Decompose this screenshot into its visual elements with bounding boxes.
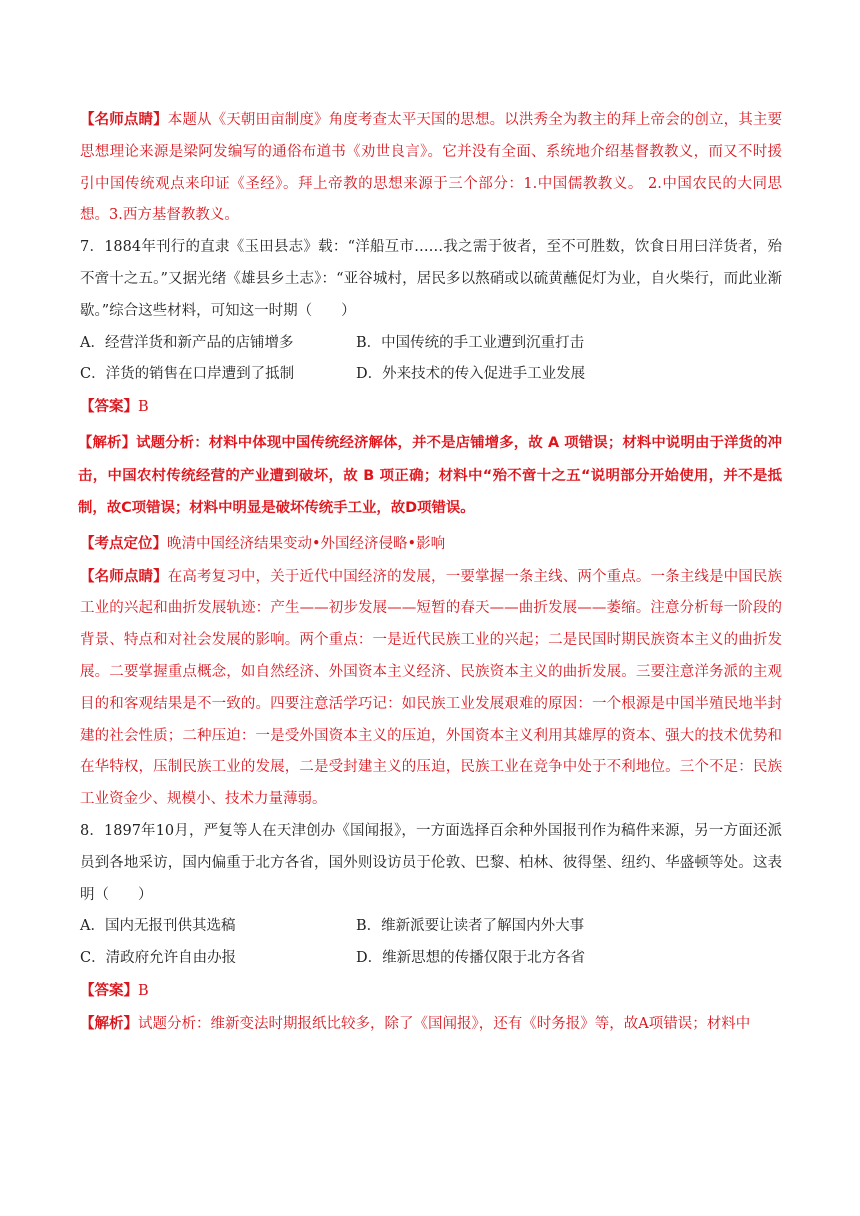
question-7-teacher-label: 【名师点睛】 (80, 567, 168, 585)
question-7-option-d: D．外来技术的传入促进手工业发展 (356, 366, 586, 383)
question-8-answer-value: B (138, 982, 149, 999)
page-content (80, 104, 782, 1041)
question-7-kaodian-text: 晚清中国经济结果变动•外国经济侵略•影响 (167, 535, 446, 552)
question-8-answer-label: 【答案】 (80, 981, 138, 999)
question-7-kaodian (80, 528, 782, 561)
question-8-option-b: B．维新派要让读者了解国内外大事 (356, 918, 585, 935)
question-8-option-a: A．国内无报刊供其选稿 (80, 918, 236, 935)
question-7-options-row-1 (80, 328, 782, 360)
question-8-option-c: C．清政府允许自由办报 (80, 950, 237, 967)
question-7-analysis: 【解析】试题分析：材料中体现中国传统经济解体，并不是店铺增多，故 A 项错误；材料中说明由于洋货的冲击，中国农村传统经营的产业遭到破坏，故 B 项正确；材料中“殆不啻十之五“说明部分开始使用，并不是抵制，故C项错误；材料中明显是破坏传统手工业，故D项错误。 (78, 434, 782, 517)
question-8-answer (80, 975, 782, 1008)
question-8-option-d: D．维新思想的传播仅限于北方各省 (356, 950, 586, 967)
question-8-analysis-text: 试题分析：维新变法时期报纸比较多，除了《国闻报》，还有《时务报》等，故A项错误；材料中 (138, 1015, 751, 1032)
question-7-option-a: A．经营洋货和新产品的店铺增多 (80, 334, 294, 351)
question-7-options-row-2 (80, 359, 782, 391)
teacher-note-1-label: 【名师点睛】 (80, 111, 168, 128)
question-7-answer-label: 【答案】 (80, 398, 138, 416)
question-8-stem: 8．1897年10月，严复等人在天津创办《国闻报》，一方面选择百余种外国报刊作为稿件来源，另一方面还派员到各地采访，国内偏重于北方各省，国外则设访员于伦敦、巴黎、柏林、彼得堡、纽约、华盛顿等处。这表明（ ） (80, 822, 782, 903)
question-7-stem: 7．1884年刊行的直隶《玉田县志》载：“洋船互市……我之需于彼者，至不可胜数，饮食日用曰洋货者，殆不啻十之五。”又据光绪《雄县乡土志》：“亚谷城村，居民多以熬硝或以硫黄蘸促灯为业，自火柴行，而此业渐歇。”综合这些材料，可知这一时期（ ） (80, 239, 782, 319)
question-7-answer (80, 391, 782, 424)
question-7-kaodian-label: 【考点定位】 (80, 534, 167, 552)
question-7-teacher-note (80, 561, 782, 816)
question-7-answer-value: B (138, 399, 149, 416)
question-8-options-row-2 (80, 943, 782, 975)
question-8-analysis-label: 【解析】 (80, 1014, 138, 1032)
question-7-teacher-text: 在高考复习中，关于近代中国经济的发展，一要掌握一条主线、两个重点。一条主线是中国民族工业的兴起和曲折发展轨迹：产生——初步发展——短暂的春天——曲折发展——萎缩。注意分析每一阶段的背景、特点和对社会发展的影响。两个重点：一是近代民族工业的兴起；二是民国时期民族资本主义的曲折发展。二要掌握重点概念，如自然经济、外国资本主义经济、民族资本主义的曲折发展。三要注意洋务派的主观目的和客观结果是不一致的。四要注意活学巧记：如民族工业发展艰难的原因：一个根源是中国半殖民地半封建的社会性质；二种压迫：一是受外国资本主义的压迫，外国资本主义利用其雄厚的资本、强大的技术优势和在华特权，压制民族工业的发展，二是受封建主义的压迫，民族工业在竞争中处于不利地位。三个不足：民族工业资金少、规模小、技术力量薄弱。 (80, 568, 782, 808)
question-8-analysis (80, 1008, 782, 1041)
question-7-option-c: C．洋货的销售在口岸遭到了抵制 (80, 366, 295, 383)
teacher-note-1-text: 本题从《天朝田亩制度》角度考查太平天国的思想。以洪秀全为教主的拜上帝会的创立，其主要思想理论来源是梁阿发编写的通俗布道书《劝世良言》。它并没有全面、系统地介绍基督教教义，而又不时援引中国传统观点来印证《圣经》。拜上帝教的思想来源于三个部分：1.中国儒教教义。 2.中国农民的大同思想。3.西方基督教教义。 (80, 112, 782, 224)
question-8-options-row-1 (80, 911, 782, 943)
question-7-option-b: B．中国传统的手工业遭到沉重打击 (356, 334, 585, 351)
teacher-note-1 (80, 104, 782, 232)
